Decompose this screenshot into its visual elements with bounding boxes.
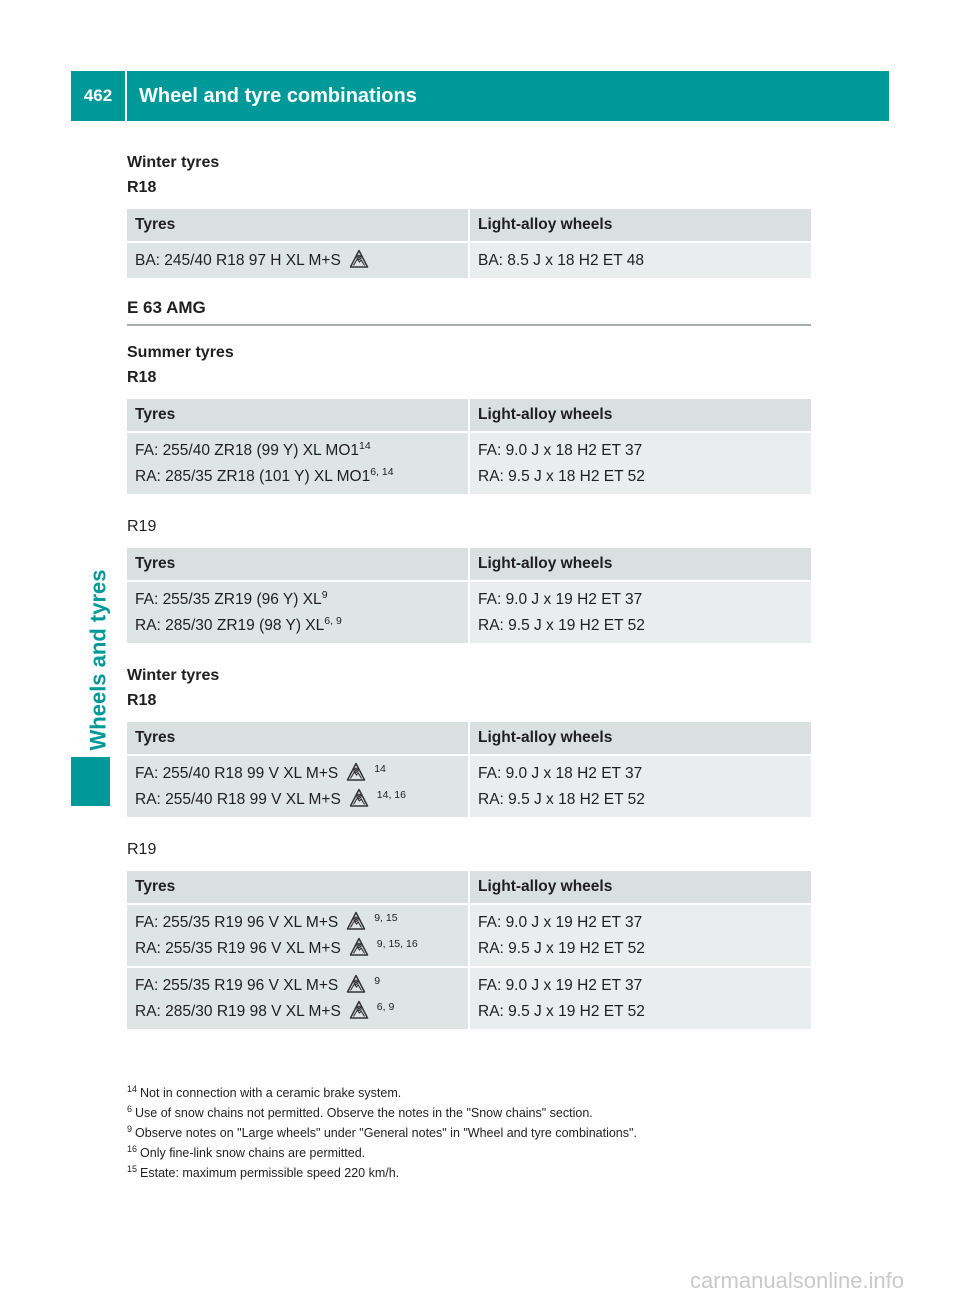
tyre-line bbox=[135, 438, 460, 464]
page-number: 462 bbox=[83, 86, 113, 105]
table-row bbox=[127, 581, 811, 644]
header-tyres: Tyres bbox=[127, 548, 469, 581]
section-label: Winter tyres bbox=[127, 154, 220, 171]
table-row bbox=[127, 242, 811, 279]
tyre-spec: BA: 245/40 R18 97 H XL M+S bbox=[135, 252, 341, 269]
wheel-line: RA: 9.5 J x 19 H2 ET 52 bbox=[478, 940, 645, 957]
tyre-spec: FA: 255/40 R18 99 V XL M+S bbox=[135, 765, 339, 782]
footnote-ref: 6, 9 bbox=[376, 1000, 395, 1013]
footnote-number: 14 bbox=[127, 1083, 138, 1094]
tyre-spec: FA: 255/35 R19 96 V XL M+S bbox=[135, 977, 339, 994]
tyre-spec: RA: 285/30 R19 98 V XL M+S bbox=[135, 1003, 341, 1020]
tyre-spec: RA: 255/40 R18 99 V XL M+S bbox=[135, 791, 341, 808]
label-group bbox=[127, 663, 811, 713]
main-content bbox=[127, 150, 811, 1049]
footnote-number: 16 bbox=[127, 1143, 138, 1154]
wheel-line: RA: 9.5 J x 18 H2 ET 52 bbox=[478, 791, 645, 808]
page-header bbox=[71, 71, 889, 121]
section-label: R18 bbox=[127, 179, 157, 196]
wheel-line: RA: 9.5 J x 18 H2 ET 52 bbox=[478, 468, 645, 485]
tyre-spec: FA: 255/40 ZR18 (99 Y) XL MO1 bbox=[135, 442, 360, 459]
section-label: R19 bbox=[127, 518, 157, 535]
tyre-line bbox=[135, 936, 460, 962]
table-row bbox=[127, 904, 811, 967]
header-wheels: Light-alloy wheels bbox=[469, 548, 811, 581]
wheel-line: FA: 9.0 J x 18 H2 ET 37 bbox=[478, 442, 643, 459]
wheel-line: FA: 9.0 J x 19 H2 ET 37 bbox=[478, 914, 643, 931]
tyre-wheel-table bbox=[127, 399, 811, 496]
snowflake-mountain-icon bbox=[349, 1000, 369, 1020]
wheel-line: RA: 9.5 J x 19 H2 ET 52 bbox=[478, 1003, 645, 1020]
label-group bbox=[127, 340, 811, 390]
footnote-number: 15 bbox=[127, 1163, 138, 1174]
tyre-line bbox=[135, 464, 460, 490]
wheels-cell bbox=[469, 581, 811, 644]
footnote-number: 6 bbox=[127, 1103, 133, 1114]
tyre-wheel-table bbox=[127, 722, 811, 819]
table-header-row bbox=[127, 548, 811, 581]
wheel-line: FA: 9.0 J x 19 H2 ET 37 bbox=[478, 977, 643, 994]
tyre-line bbox=[135, 787, 460, 813]
table-header-row bbox=[127, 722, 811, 755]
footnote bbox=[127, 1143, 827, 1163]
tyre-spec: FA: 255/35 ZR19 (96 Y) XL bbox=[135, 591, 322, 608]
wheels-cell bbox=[469, 242, 811, 279]
footnote-ref: 14, 16 bbox=[376, 788, 406, 801]
tyre-wheel-table bbox=[127, 871, 811, 1031]
header-tyres: Tyres bbox=[127, 722, 469, 755]
footnotes bbox=[127, 1083, 827, 1183]
page-title: Wheel and tyre combinations bbox=[139, 84, 417, 107]
footnote-ref: 6, 14 bbox=[370, 465, 394, 478]
tyres-cell bbox=[127, 755, 469, 818]
tyre-spec: RA: 255/35 R19 96 V XL M+S bbox=[135, 940, 341, 957]
footnote-text: Observe notes on "Large wheels" under "General notes" in "Wheel and tyre combinations". bbox=[135, 1126, 637, 1140]
wheel-line: FA: 9.0 J x 18 H2 ET 37 bbox=[478, 765, 643, 782]
wheel-line: RA: 9.5 J x 19 H2 ET 52 bbox=[478, 617, 645, 634]
section-label: R19 bbox=[127, 841, 157, 858]
header-wheels: Light-alloy wheels bbox=[469, 722, 811, 755]
section-label: Winter tyres bbox=[127, 667, 220, 684]
footnote-text: Use of snow chains not permitted. Observe the notes in the "Snow chains" section. bbox=[135, 1106, 593, 1120]
tyres-cell bbox=[127, 904, 469, 967]
header-tyres: Tyres bbox=[127, 871, 469, 904]
header-wheels: Light-alloy wheels bbox=[469, 399, 811, 432]
footnote-text: Only fine-link snow chains are permitted. bbox=[140, 1146, 366, 1160]
footnote bbox=[127, 1083, 827, 1103]
footnote-ref: 9 bbox=[374, 974, 381, 987]
tyre-line bbox=[135, 613, 460, 639]
side-label-text: Wheels and tyres bbox=[85, 569, 111, 751]
section-side-label bbox=[80, 560, 116, 760]
tyre-line bbox=[135, 587, 460, 613]
snowflake-mountain-icon bbox=[346, 762, 366, 782]
table-row bbox=[127, 755, 811, 818]
footnote-ref: 9 bbox=[321, 588, 328, 601]
wheel-line: FA: 9.0 J x 19 H2 ET 37 bbox=[478, 591, 643, 608]
tyre-wheel-table bbox=[127, 548, 811, 645]
section-label: R18 bbox=[127, 369, 157, 386]
footnote-ref: 14 bbox=[374, 762, 386, 775]
section-tab-marker bbox=[71, 757, 110, 806]
header-divider bbox=[125, 71, 127, 121]
snowflake-mountain-icon bbox=[346, 974, 366, 994]
wheels-cell bbox=[469, 967, 811, 1030]
snowflake-mountain-icon bbox=[346, 911, 366, 931]
tyre-line bbox=[135, 761, 460, 787]
label-group bbox=[127, 150, 811, 200]
footnote-ref: 6, 9 bbox=[324, 614, 342, 627]
table-header-row bbox=[127, 399, 811, 432]
footnote-ref: 9, 15 bbox=[374, 911, 398, 924]
section-label: R18 bbox=[127, 692, 157, 709]
footnote-ref: 9, 15, 16 bbox=[376, 937, 418, 950]
header-wheels: Light-alloy wheels bbox=[469, 209, 811, 242]
tyres-cell bbox=[127, 432, 469, 495]
footnote bbox=[127, 1103, 827, 1123]
tyre-line bbox=[135, 910, 460, 936]
wheels-cell bbox=[469, 904, 811, 967]
model-heading: E 63 AMG bbox=[127, 298, 811, 326]
tyre-spec: RA: 285/35 ZR18 (101 Y) XL MO1 bbox=[135, 468, 371, 485]
tyres-cell bbox=[127, 581, 469, 644]
footnote-ref: 14 bbox=[359, 439, 371, 452]
tyre-line bbox=[135, 973, 460, 999]
footnote-text: Not in connection with a ceramic brake system. bbox=[140, 1086, 402, 1100]
table-row bbox=[127, 967, 811, 1030]
tyres-cell bbox=[127, 967, 469, 1030]
tyre-line bbox=[135, 999, 460, 1025]
wheels-cell bbox=[469, 755, 811, 818]
snowflake-mountain-icon bbox=[349, 249, 369, 269]
header-wheels: Light-alloy wheels bbox=[469, 871, 811, 904]
table-header-row bbox=[127, 871, 811, 904]
footnote-number: 9 bbox=[127, 1123, 133, 1134]
header-tyres: Tyres bbox=[127, 399, 469, 432]
header-tyres: Tyres bbox=[127, 209, 469, 242]
tyre-wheel-table bbox=[127, 209, 811, 280]
watermark: carmanualsonline.info bbox=[690, 1268, 905, 1293]
label-group bbox=[127, 837, 811, 862]
wheel-line: BA: 8.5 J x 18 H2 ET 48 bbox=[478, 252, 644, 269]
wheels-cell bbox=[469, 432, 811, 495]
footnote-text: Estate: maximum permissible speed 220 km/h. bbox=[140, 1166, 400, 1180]
footnote bbox=[127, 1123, 827, 1143]
label-group bbox=[127, 514, 811, 539]
tyre-spec: FA: 255/35 R19 96 V XL M+S bbox=[135, 914, 339, 931]
snowflake-mountain-icon bbox=[349, 788, 369, 808]
tyres-cell bbox=[127, 242, 469, 279]
snowflake-mountain-icon bbox=[349, 937, 369, 957]
footnote bbox=[127, 1163, 827, 1183]
tyre-line bbox=[135, 248, 460, 274]
section-label: Summer tyres bbox=[127, 344, 234, 361]
tyre-spec: RA: 285/30 ZR19 (98 Y) XL bbox=[135, 617, 325, 634]
table-row bbox=[127, 432, 811, 495]
table-header-row bbox=[127, 209, 811, 242]
